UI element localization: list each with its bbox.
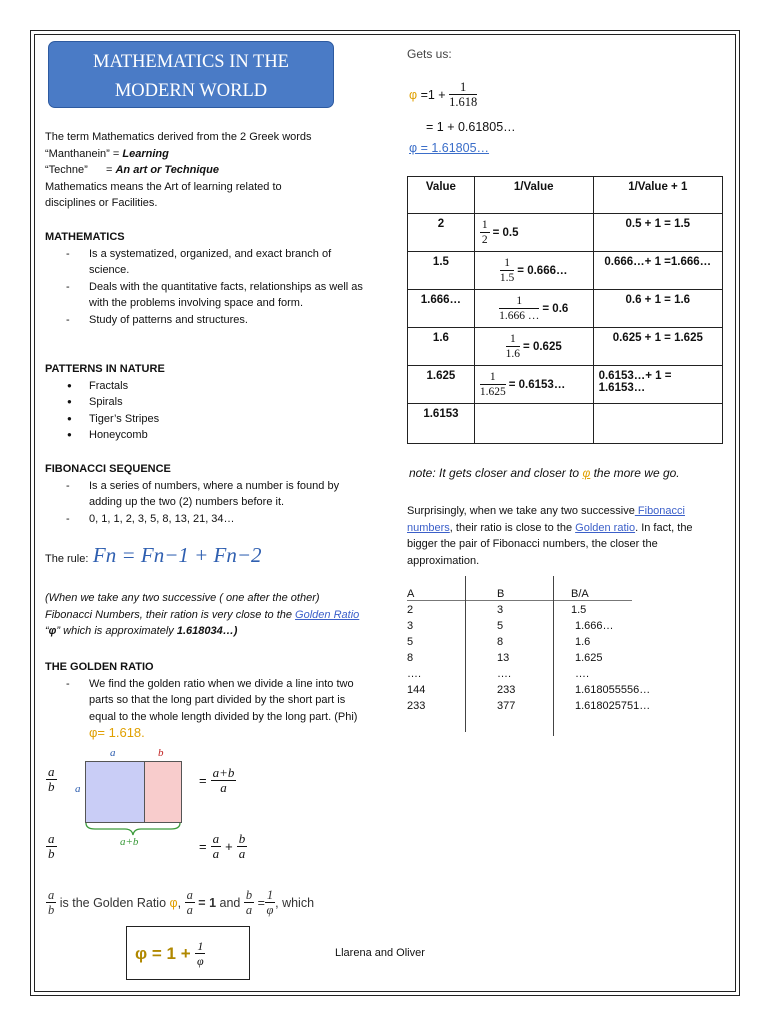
cell-inverse [474,366,593,404]
cell-plus: 0.625 + 1 = 1.625 [593,328,722,366]
s-a: a [48,888,55,902]
table-header: 1/Value + 1 [593,177,722,214]
cell-res: = 0.625 [523,340,562,353]
cell-value: 1.6 [408,328,475,366]
summary-text: is the Golden Ratio [56,895,170,910]
table-header-row [408,177,723,214]
gets-us: Gets us: [407,47,452,61]
fibonacci-note [45,590,363,640]
box-den: φ [197,954,204,968]
techne-eq: = [106,164,116,176]
cell-inverse [474,328,593,366]
manthanein-word: “Manthanein” = [45,147,123,160]
ba-b: 13 [497,652,510,664]
cell-value: 1.625 [408,366,475,404]
eq2-r2-den: a [238,846,246,861]
eq2-r1-den: a [212,846,220,861]
eq2-r1-num: a [212,831,220,846]
s-phi: φ [266,903,274,917]
rule-label: The rule: [45,553,89,565]
ba-a: 8 [407,652,414,664]
cell-inverse [474,214,593,252]
fibonacci-heading: FIBONACCI SEQUENCE [45,463,171,475]
ba-header-ratio: B/A [571,588,589,600]
cell-den: 2 [481,234,488,246]
list-item: - Is a systematized, organized, and exact branch of science. [45,246,363,279]
table-row [407,650,650,666]
cell-inverse [474,252,593,290]
mathematics-section [45,229,363,328]
eq2-left-num: a [48,831,55,846]
fibonacci-section [45,461,363,527]
ba-b: 233 [497,684,516,696]
ba-a: 2 [407,604,414,616]
phi-eq-2: = 1 + 0.61805… [426,120,516,134]
list-item: - Deals with the quantitative facts, relationships as well as with the problems involving space and form. [45,279,363,312]
authors: Llarena and Oliver [335,947,425,959]
golden-heading: THE GOLDEN RATIO [45,661,154,673]
note-quote: “ [45,625,49,637]
manthanein-meaning: Learning [122,147,169,160]
cell-num: 1 [499,294,539,309]
label-a-top: a [110,747,116,759]
list-item: ● Honeycomb [45,427,363,444]
cell-den: 1.625 [479,386,506,398]
ba-ratio: 1.5 [571,604,587,616]
golden-summary [46,888,314,917]
golden-section [45,659,363,743]
cell-value: 1.666… [408,290,475,328]
ba-b: …. [497,668,512,680]
ba-a: 233 [407,700,426,712]
cell-res: = 0.6153… [508,378,566,391]
cell-res: = 0.5 [492,226,519,239]
closer-note-text: note: It gets closer and closer to [409,466,583,480]
intro-line-4: Mathematics means the Art of learning related to [45,180,282,193]
ba-header-line [407,600,632,601]
cell-value: 1.6153 [408,404,475,444]
golden-ratio-link[interactable]: Golden Ratio [295,608,360,621]
title-line-2: MODERN WORLD [114,81,268,101]
s-a2: a [186,888,193,902]
surprise-text-3: . In fact, the bigger the pair of Fibonacci numbers, the closer the approximation. [407,521,693,567]
title-line-1: MATHEMATICS IN THE [93,52,289,72]
title-banner [48,41,334,108]
table-row [407,682,650,698]
label-ab: a+b [120,836,139,848]
ba-header-a: A [407,588,415,600]
intro-line-2 [45,146,365,163]
ba-rows [407,602,650,714]
summary-eq2: = [254,895,265,910]
eq2-left-den: b [48,846,55,861]
ba-ratio: 1.618025751… [575,700,651,712]
table-row [408,404,723,444]
cell-den: 1.5 [499,272,515,284]
value-table [407,176,723,444]
cell-plus: 0.5 + 1 = 1.5 [593,214,722,252]
brace-icon [85,822,181,836]
cell-den: 1.6 [505,348,521,360]
label-a-side: a [75,783,81,795]
s-a4: a [245,903,253,917]
ba-a: 5 [407,636,414,648]
cell-res: = 0.666… [517,264,568,277]
eq1-den: 1.618 [449,95,478,109]
surprise-text: Surprisingly, when we take any two successive [407,505,635,517]
s-b2: b [245,888,253,902]
techne-word: “Techne” [45,164,88,176]
cell-plus: 0.6153…+ 1 = 1.6153… [593,366,722,404]
ba-a: 3 [407,620,414,632]
cell-value: 1.5 [408,252,475,290]
note-phi: φ [48,625,57,637]
ba-ratio: 1.6 [575,636,591,648]
eq1-left [46,765,57,794]
cell-num: 1 [506,332,520,347]
intro-line-5: disciplines or Facilities. [45,197,158,209]
golden-ratio-link-2[interactable]: Golden ratio [575,521,636,534]
phi-eq-1 [409,80,477,109]
fibonacci-link[interactable]: Fibonacci numbers [407,505,685,534]
intro-section [45,129,365,212]
list-item: ● Tiger’s Stripes [45,411,363,428]
closer-note [409,466,680,480]
s-b: b [48,903,55,917]
rule-formula: Fn = Fn−1 + Fn−2 [92,543,262,567]
s-a3: a [186,903,193,917]
eq1-num: 1 [449,80,477,95]
intro-line-3 [45,162,365,179]
phi-formula-box [126,926,250,980]
phi-eq-3: φ = 1.61805… [409,141,490,155]
intro-line-1: The term Mathematics derived from the 2 Greek words [45,131,312,143]
list-item: - 0, 1, 1, 2, 3, 5, 8, 13, 21, 34… [45,511,363,528]
eq1-right [199,766,236,795]
cell-den: 1.666 … [499,310,540,322]
eq1-pre: =1 + [417,87,450,102]
summary-eq1: = 1 [194,895,217,910]
eq2-left [46,832,57,861]
cell-plus [593,404,722,444]
table-row [408,328,723,366]
eq1-right-den: a [220,780,227,795]
box-left: φ = 1 + [135,943,196,963]
table-row [407,602,650,618]
cell-num: 1 [500,256,514,271]
patterns-heading: PATTERNS IN NATURE [45,363,165,375]
eq-sign: = [199,773,207,788]
cell-inverse [474,290,593,328]
closer-note-end: the more we go. [590,466,680,480]
list-item: - Study of patterns and structures. [45,312,363,329]
cell-plus: 0.666…+ 1 =1.666… [593,252,722,290]
summary-end: , which [275,895,315,910]
closer-note-phi: φ [582,466,591,480]
eq-sign: = [199,839,207,854]
cell-num: 1 [480,370,506,385]
eq1-left-num: a [48,764,55,779]
table-row [408,290,723,328]
note-value: 1.618034…) [176,625,238,637]
list-item: ● Spirals [45,394,363,411]
table-row [408,252,723,290]
label-b-top: b [158,747,164,759]
eq1-right-num: a+b [212,765,235,780]
table-row [408,366,723,404]
mathematics-heading: MATHEMATICS [45,231,125,243]
ba-ratio: …. [575,668,590,680]
cell-value: 2 [408,214,475,252]
table-header: Value [408,177,475,214]
golden-rect-a [85,761,145,823]
golden-rect-b [144,761,182,823]
note-text-2: ” which is approximately [56,625,177,637]
ba-ratio: 1.625 [575,652,603,664]
ba-b: 377 [497,700,516,712]
ba-a: …. [407,668,422,680]
table-row [408,214,723,252]
ba-b: 8 [497,636,504,648]
ba-ratio: 1.666… [575,620,614,632]
cell-plus: 0.6 + 1 = 1.6 [593,290,722,328]
eq2-right [199,832,247,861]
note-text: (When we take any two successive ( one after the other) Fibonacci Numbers, their ration is very close to the [45,592,320,621]
ba-header-b: B [497,588,505,600]
summary-comma: , [177,895,185,910]
plus-sign: + [225,839,233,854]
table-header: 1/Value [474,177,593,214]
surprise-paragraph [407,503,723,569]
cell-res: = 0.6 [542,302,569,315]
cell-num: 1 [481,219,488,231]
surprise-text-2: , their ratio is close to the [449,521,576,534]
cell-inverse [474,404,593,444]
phi-symbol: φ [409,87,418,102]
phi-value: φ= 1.618. [89,725,145,740]
list-item [45,676,363,743]
list-item: - Is a series of numbers, where a number is found by adding up the two (2) numbers before it. [45,478,363,511]
fibonacci-rule [45,543,262,568]
ba-a: 144 [407,684,426,696]
summary-and: and [216,895,244,910]
table-row [407,634,650,650]
techne-meaning: An art or Technique [115,164,219,176]
golden-text: We find the golden ratio when we divide a line into two parts so that the long part divided by the short part is equal to the whole length divided by the long part. (Phi) [89,677,358,723]
summary-phi: φ [169,895,178,910]
ba-b: 3 [497,604,504,616]
patterns-section [45,361,363,444]
box-num: 1 [197,939,204,953]
table-row [407,666,650,682]
eq2-r2-num: b [238,831,246,846]
s-one: 1 [266,888,274,902]
ba-ratio: 1.618055556… [575,684,651,696]
table-row [407,698,650,714]
ba-b: 5 [497,620,504,632]
eq1-left-den: b [48,779,55,794]
table-row [407,618,650,634]
list-item: ● Fractals [45,378,363,395]
